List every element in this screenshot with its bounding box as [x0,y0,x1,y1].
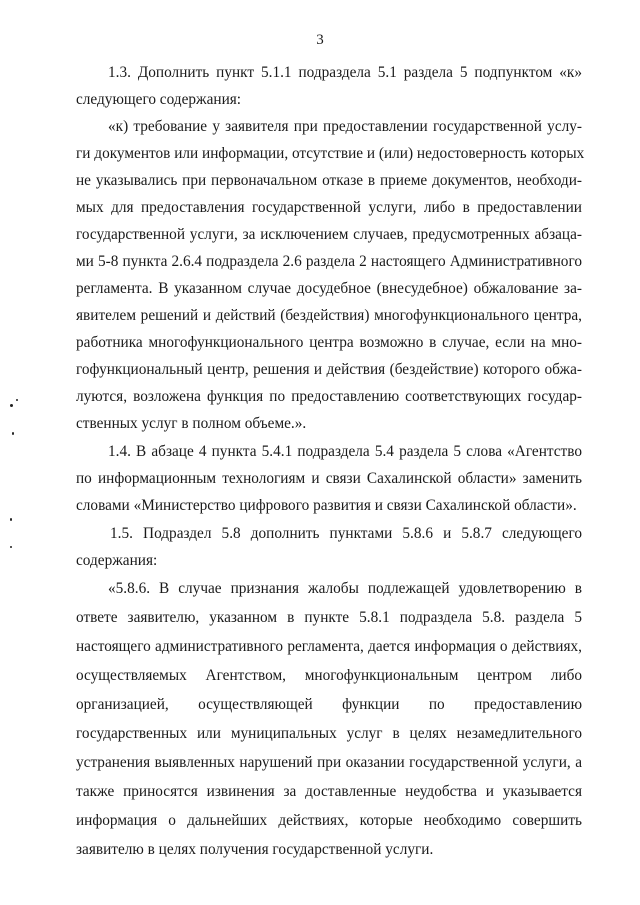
scan-speck [16,399,18,401]
paragraph-line: государственных или муниципальных услуг в целях незамедлительного [76,725,582,742]
paragraph-line: «5.8.6. В случае признания жалобы подлежащей удовлетворению в [108,580,582,597]
paragraph-line: луются, возложена функция по предоставлению соответствующих государ- [76,388,582,405]
scan-speck [10,404,13,407]
paragraph-line: заявителю в целях получения государственной услуги. [76,841,434,858]
paragraph-line: 1.3. Дополнить пункт 5.1.1 подраздела 5.1 раздела 5 подпунктом «к» [108,64,582,81]
scan-speck [12,432,14,435]
paragraph-line: явителем решений и действий (бездействия) многофункционального центра, [76,307,582,324]
paragraph-line: организацией, осуществляющей функции по предоставлению [76,696,582,713]
paragraph-line: 1.4. В абзаце 4 пункта 5.4.1 подраздела 5.4 раздела 5 слова «Агентство [108,443,582,460]
paragraph-line: 1.5. Подраздел 5.8 дополнить пунктами 5.8.6 и 5.8.7 следующего [110,525,582,542]
paragraph-line: ги документов или информации, отсутствие и (или) недостоверность которых [76,145,585,162]
paragraph-line: следующего содержания: [76,91,242,108]
page-number: 3 [316,32,324,48]
paragraph-line: также приносятся извинения за доставленные неудобства и указывается [76,783,582,800]
paragraph-line: ми 5-8 пункта 2.6.4 подраздела 2.6 раздела 2 настоящего Административного [76,253,582,270]
paragraph-line: словами «Министерство цифрового развития и связи Сахалинской области». [76,497,577,514]
paragraph-line: ответе заявителю, указанном в пункте 5.8.1 подраздела 5.8. раздела 5 [76,609,582,626]
paragraph-line: устранения выявленных нарушений при оказании государственной услуги, а [76,754,582,771]
scan-speck [10,546,12,548]
paragraph-line: работника многофункционального центра возможно в случае, если на мно- [76,334,582,351]
paragraph-line: информация о дальнейших действиях, которые необходимо совершить [76,812,582,829]
paragraph-line: государственной услуги, за исключением случаев, предусмотренных абзаца- [76,226,582,243]
paragraph-line: гофункциональный центр, решения и действия (бездействие) которого обжа- [76,361,582,378]
paragraph-line: «к) требование у заявителя при предоставлении государственной услу- [108,118,582,135]
paragraph-line: регламента. В указанном случае досудебное (внесудебное) обжалование за- [76,280,582,297]
scan-speck [10,518,12,521]
paragraph-line: осуществляемых Агентством, многофункциональным центром либо [76,667,582,684]
paragraph-line: не указывались при первоначальном отказе в приеме документов, необходи- [76,172,582,189]
paragraph-line: мых для предоставления государственной услуги, либо в предоставлении [76,199,582,216]
paragraph-line: ственных услуг в полном объеме.». [76,415,307,432]
paragraph-line: настоящего административного регламента, дается информация о действиях, [76,638,582,655]
paragraph-line: содержания: [76,552,158,569]
paragraph-line: по информационным технологиям и связи Сахалинской области» заменить [76,470,582,487]
